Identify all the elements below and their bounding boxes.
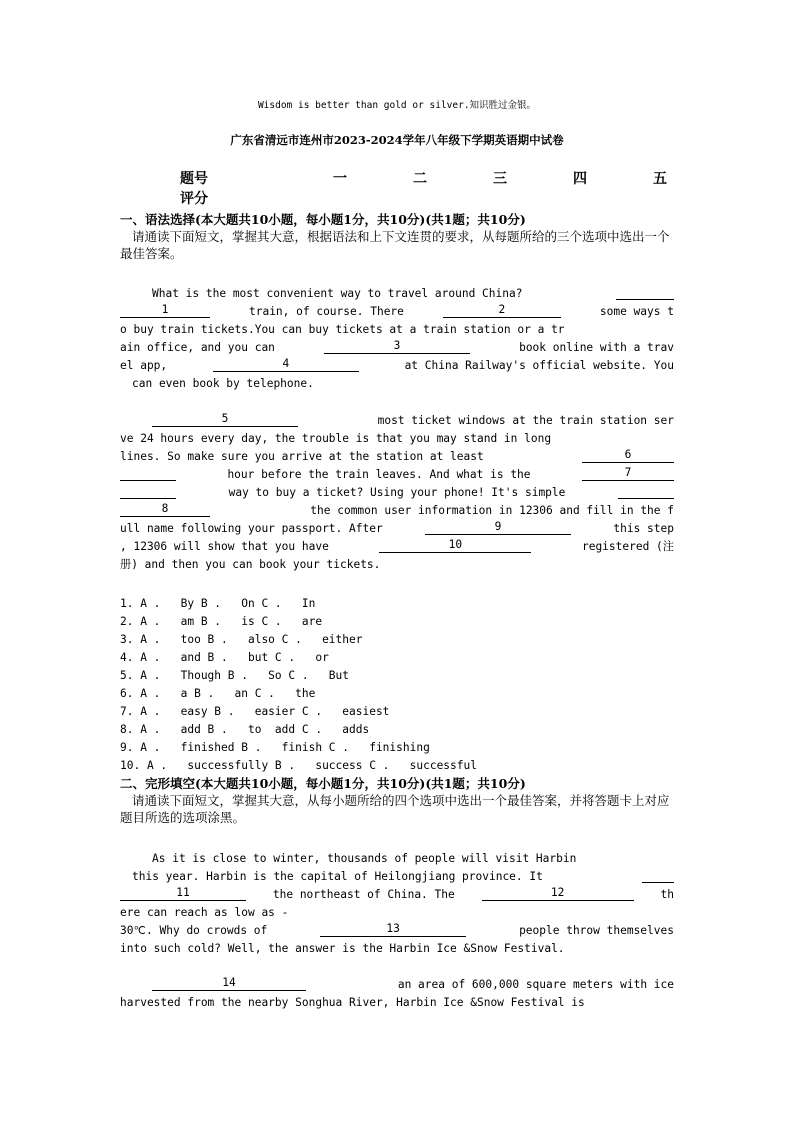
score-col-5: 五 [653, 171, 667, 187]
blank-10: 10 [379, 538, 531, 553]
passage-text: train, of course. There [248, 305, 404, 318]
option-row: 3. A . too B . also C . either [120, 633, 363, 646]
blank [120, 484, 176, 499]
blank-8: 8 [120, 502, 210, 517]
option-row: 9. A . finished B . finish C . finishing [120, 741, 430, 754]
option-row: 1. A . By B . On C . In [120, 597, 316, 610]
blank [616, 285, 674, 300]
score-table [180, 168, 700, 208]
passage-text: 册) and then you can book your tickets. [120, 558, 381, 571]
passage-text: can even book by telephone. [132, 377, 314, 390]
passage-text: ere can reach as low as - [120, 906, 289, 919]
option-row: 8. A . add B . to add C . adds [120, 723, 370, 736]
passage-text: the northeast of China. The [272, 888, 455, 901]
blank-6: 6 [582, 448, 674, 463]
passage-text: ve 24 hours every day, the trouble is that you may stand in long [120, 432, 552, 445]
passage-text: el app, [120, 359, 168, 372]
passage-text: some ways t [599, 305, 674, 318]
passage-text: book online with a trav [519, 341, 674, 354]
section1-instruction: 请通读下面短文，掌握其大意，根据语法和上下文连贯的要求，从每题所给的三个选项中选出一个最佳答案。 [120, 229, 670, 261]
passage-text: an area of 600,000 square meters with ice [397, 978, 674, 991]
passage-text: As it is close to winter, thousands of people will visit Harbin [152, 852, 577, 865]
option-row: 4. A . and B . but C . or [120, 651, 329, 664]
score-col-4: 四 [573, 171, 587, 187]
option-row: 10. A . successfully B . success C . successful [120, 759, 477, 772]
option-row: 5. A . Though B . So C . But [120, 669, 350, 682]
passage-text: this step [613, 522, 674, 535]
blank [120, 466, 176, 481]
section2-passage-p2 [120, 976, 674, 1012]
section1-header [120, 211, 680, 262]
section2-header [120, 775, 680, 826]
score-col-1: 一 [333, 171, 347, 187]
section2-heading: 二、完形填空(本大题共10小题，每小题1分，共10分)(共1题；共10分) [120, 776, 526, 791]
blank-14: 14 [152, 976, 306, 991]
blank-3: 3 [324, 339, 470, 354]
passage-text: lines. So make sure you arrive at the station at least [120, 450, 484, 463]
option-row: 7. A . easy B . easier C . easiest [120, 705, 390, 718]
section1-passage-p1 [120, 285, 674, 393]
passage-text: hour before the train leaves. And what is the [227, 468, 531, 481]
score-row-number [180, 168, 700, 188]
blank [618, 484, 674, 499]
score-label-score: 评分 [180, 191, 208, 207]
score-col-3: 三 [493, 171, 507, 187]
option-row: 6. A . a B . an C . the [120, 687, 316, 700]
passage-text: o buy train tickets.You can buy tickets at a train station or a tr [120, 323, 565, 336]
blank-1: 1 [120, 303, 210, 318]
score-label-number: 题号 [180, 171, 208, 187]
passage-text: into such cold? Well, the answer is the Harbin Ice &Snow Festival. [120, 942, 565, 955]
passage-text: most ticket windows at the train station ser [377, 414, 674, 427]
blank-4: 4 [213, 357, 359, 372]
passage-text: 30℃. Why do crowds of [120, 924, 268, 937]
passage-text: this year. Harbin is the capital of Heilongjiang province. It [132, 870, 543, 883]
section1-options [120, 595, 477, 775]
passage-text: at China Railway's official website. You [404, 359, 674, 372]
passage-text: way to buy a ticket? Using your phone! It's simple [228, 486, 566, 499]
blank-7: 7 [582, 466, 674, 481]
section2-instruction: 请通读下面短文，掌握其大意，从每小题所给的四个选项中选出一个最佳答案，并将答题卡上对应题目所选的选项涂黑。 [120, 793, 670, 825]
blank [642, 868, 674, 883]
passage-text: What is the most convenient way to travel around China? [152, 287, 523, 300]
blank-2: 2 [443, 303, 561, 318]
blank-12: 12 [482, 886, 634, 901]
blank-5: 5 [152, 412, 298, 427]
section2-passage-p1 [120, 850, 674, 958]
blank-9: 9 [425, 520, 571, 535]
passage-text: harvested from the nearby Songhua River, Harbin Ice &Snow Festival is [120, 996, 585, 1009]
option-row: 2. A . am B . is C . are [120, 615, 323, 628]
exam-title: 广东省清远市连州市2023-2024学年八年级下学期英语期中试卷 [230, 133, 564, 147]
passage-text: , 12306 will show that you have [120, 540, 329, 553]
passage-text: the common user information in 12306 and fill in the f [310, 504, 674, 517]
score-row-score [180, 188, 700, 208]
score-col-2: 二 [413, 171, 427, 187]
passage-text: people throw themselves [519, 924, 674, 937]
section1-passage-p2 [120, 412, 674, 574]
page-motto: Wisdom is better than gold or silver.知识胜过金银。 [257, 100, 537, 111]
passage-text: ain office, and you can [120, 341, 275, 354]
passage-text: ull name following your passport. After [120, 522, 383, 535]
section1-heading: 一、语法选择(本大题共10小题，每小题1分，共10分)(共1题；共10分) [120, 212, 526, 227]
blank-11: 11 [120, 886, 246, 901]
passage-text: th [660, 888, 674, 901]
passage-text: registered (注 [581, 540, 674, 553]
blank-13: 13 [320, 922, 466, 937]
